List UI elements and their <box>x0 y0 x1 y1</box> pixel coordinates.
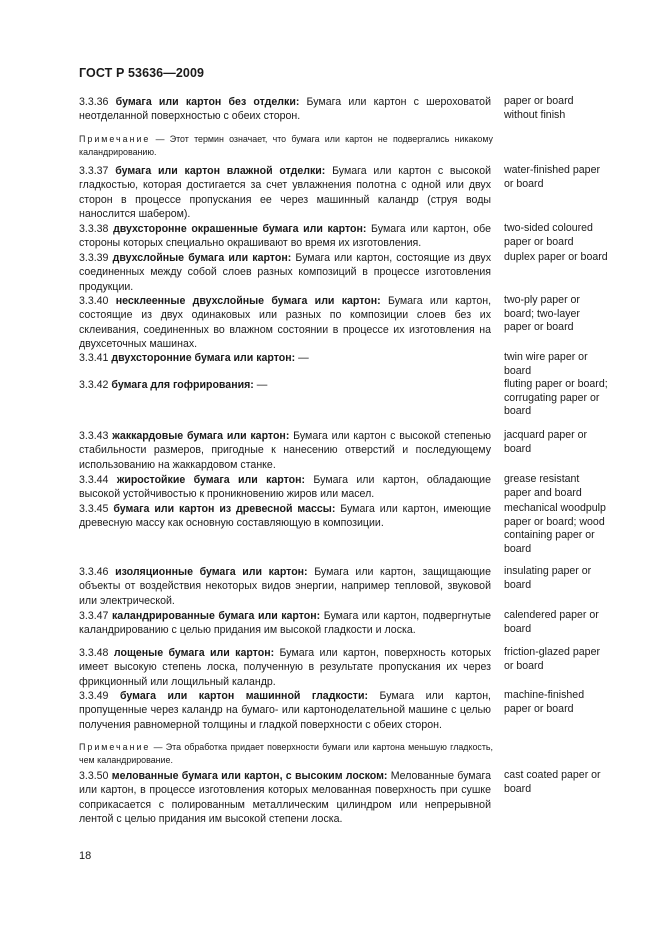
entry-definition: Бумага или картон, защищающие объекты от воздействия некоторых видов энергии, например тепловой, звуковой или электрической. <box>79 566 491 607</box>
entry-3-3-39 <box>79 251 491 294</box>
entry-number: 3.3.45 <box>79 503 109 515</box>
entry-number: 3.3.46 <box>79 566 109 578</box>
term-en-3-3-41: twin wire paper or board <box>504 351 588 377</box>
entry-definition: Бумага или картон, имеющие древесную массу как основную составляющую в композиции. <box>79 503 491 530</box>
term-en-3-3-44: grease resistant paper and board <box>504 473 582 499</box>
entry-definition: Мелованные бумага или картон, в процессе изготовления которых мелованная поверхность при сушке соприкасается с полированным металлическим цилиндром или непрерывной лентой с целью придания им высокой степени лоска. <box>79 770 491 825</box>
term-en-3-3-38: two-sided coloured paper or board <box>504 222 593 248</box>
entry-definition: Бумага или картон с высокой гладкостью, которая достигается за счет увлажнения полотна с одной или двух сторон в процессе пропускания ее через машинный каландр (струя воды нанослится шабером). <box>79 165 491 220</box>
term-en-3-3-47: calendered paper or board <box>504 609 599 635</box>
note-text: — Этот термин означает, что бумага или картон не подвергались никакому каландрированию. <box>79 134 493 157</box>
note-label: Примечание <box>79 742 151 752</box>
entry-term: жиростойкие бумага или картон: <box>116 474 306 486</box>
entry-number: 3.3.39 <box>79 252 109 264</box>
entry-term: бумага или картон из древесной массы: <box>113 503 336 515</box>
entry-definition: Бумага или картон, состоящие из двух одинаковых или разных по композиции слоев без их склеивания, соединенных во влажном состоянии в процессе их изготовления на двухсеточных машинах. <box>79 295 492 350</box>
entry-number: 3.3.38 <box>79 223 109 235</box>
entry-definition: Бумага или картон, подвергнутые каландрированию с целью придания им высокой гладкости и лоска. <box>79 610 491 637</box>
entry-3-3-40 <box>79 294 491 351</box>
entry-3-3-37 <box>79 164 491 221</box>
note-label: Примечание <box>79 134 151 144</box>
entry-term: каландрированные бумага или картон: <box>112 610 321 622</box>
entry-3-3-50 <box>79 769 491 826</box>
term-en-3-3-50: cast coated paper or board <box>504 769 601 795</box>
entry-term: бумага или картон без отделки: <box>115 96 300 108</box>
entry-definition: — <box>253 379 268 391</box>
entry-term: мелованные бумага или картон, с высоким лоском: <box>111 770 388 782</box>
entry-definition: Бумага или картон, пропущенные через каландр на бумаго- или картоноделательной машине с целью получения равномерной толщины и гладкой поверхности с обеих сторон. <box>79 690 491 731</box>
entry-3-3-47 <box>79 609 491 638</box>
term-en-3-3-37: water-finished paper or board <box>504 164 600 190</box>
term-en-3-3-40: two-ply paper or board; two-layer paper or board <box>504 294 580 334</box>
entry-number: 3.3.48 <box>79 647 109 659</box>
entry-term: двухсторонне окрашенные бумага или картон: <box>113 223 367 235</box>
entry-number: 3.3.36 <box>79 96 109 108</box>
entry-term: двухсторонние бумага или картон: <box>111 352 296 364</box>
term-en-3-3-42: fluting paper or board; corrugating paper or board <box>504 378 608 418</box>
entry-definition: Бумага или картон с высокой степенью стабильности размеров, пригодные к нанесению отверстий и последующему использованию на жаккардовом станке. <box>79 430 491 471</box>
entry-term: лощеные бумага или картон: <box>113 647 275 659</box>
entry-number: 3.3.50 <box>79 770 109 782</box>
entry-3-3-46 <box>79 565 491 608</box>
entry-3-3-36 <box>79 95 491 124</box>
entry-number: 3.3.47 <box>79 610 109 622</box>
entry-number: 3.3.40 <box>79 295 109 307</box>
term-en-3-3-39: duplex paper or board <box>504 251 608 263</box>
entry-number: 3.3.41 <box>79 352 109 364</box>
entry-term: жаккардовые бумага или картон: <box>112 430 290 442</box>
term-en-3-3-45: mechanical woodpulp paper or board; wood containing paper or board <box>504 502 606 555</box>
entry-definition: — <box>295 352 309 364</box>
entry-3-3-45 <box>79 502 491 531</box>
term-en-3-3-36: paper or board without finish <box>504 95 574 121</box>
entry-term: изоляционные бумага или картон: <box>115 566 308 578</box>
entry-number: 3.3.49 <box>79 690 109 702</box>
entry-3-3-42 <box>79 378 491 392</box>
page-number: 18 <box>79 850 92 862</box>
entry-term: бумага или картон влажной отделки: <box>115 165 326 177</box>
entry-definition: Бумага или картон с шероховатой неотделанной поверхностью с обеих сторон. <box>79 96 491 123</box>
entry-term: бумага или картон машинной гладкости: <box>119 690 369 702</box>
note-2 <box>79 741 493 766</box>
entry-number: 3.3.43 <box>79 430 109 442</box>
entry-term: двухслойные бумага или картон: <box>112 252 292 264</box>
entry-definition: Бумага или картон, состоящие из двух соединенных между собой слоев разных композиций в процессе изготовления продукции. <box>79 252 492 293</box>
entry-term: несклеенные двухслойные бумага или картон: <box>115 295 381 307</box>
entry-number: 3.3.44 <box>79 474 109 486</box>
entry-number: 3.3.37 <box>79 165 109 177</box>
document-header: ГОСТ Р 53636—2009 <box>79 66 205 80</box>
term-en-3-3-46: insulating paper or board <box>504 565 592 591</box>
entry-3-3-48 <box>79 646 491 689</box>
entry-3-3-44 <box>79 473 491 502</box>
entry-definition: Бумага или картон, обладающие высокой устойчивостью к проникновению жиров или масел. <box>79 474 491 501</box>
term-en-3-3-43: jacquard paper or board <box>504 429 588 455</box>
entry-number: 3.3.42 <box>79 379 109 391</box>
entry-3-3-41 <box>79 351 491 365</box>
entry-3-3-43 <box>79 429 491 472</box>
note-text: — Эта обработка придает поверхности бумаги или картона меньшую гладкость, чем каландрирование. <box>79 742 493 765</box>
term-en-3-3-48: friction-glazed paper or board <box>504 646 600 672</box>
entry-term: бумага для гофрирования: <box>111 379 254 391</box>
term-en-3-3-49: machine-finished paper or board <box>504 689 585 715</box>
entry-definition: Бумага или картон, поверхность которых имеет высокую степень лоска, полученную в результате пропускания их через фрикционный или лощильный каландр. <box>79 647 491 688</box>
entry-3-3-38 <box>79 222 491 251</box>
entry-definition: Бумага или картон, обе стороны которых специально окрашивают во время их изготовления. <box>79 223 491 250</box>
entry-3-3-49 <box>79 689 491 732</box>
note-1 <box>79 133 493 158</box>
